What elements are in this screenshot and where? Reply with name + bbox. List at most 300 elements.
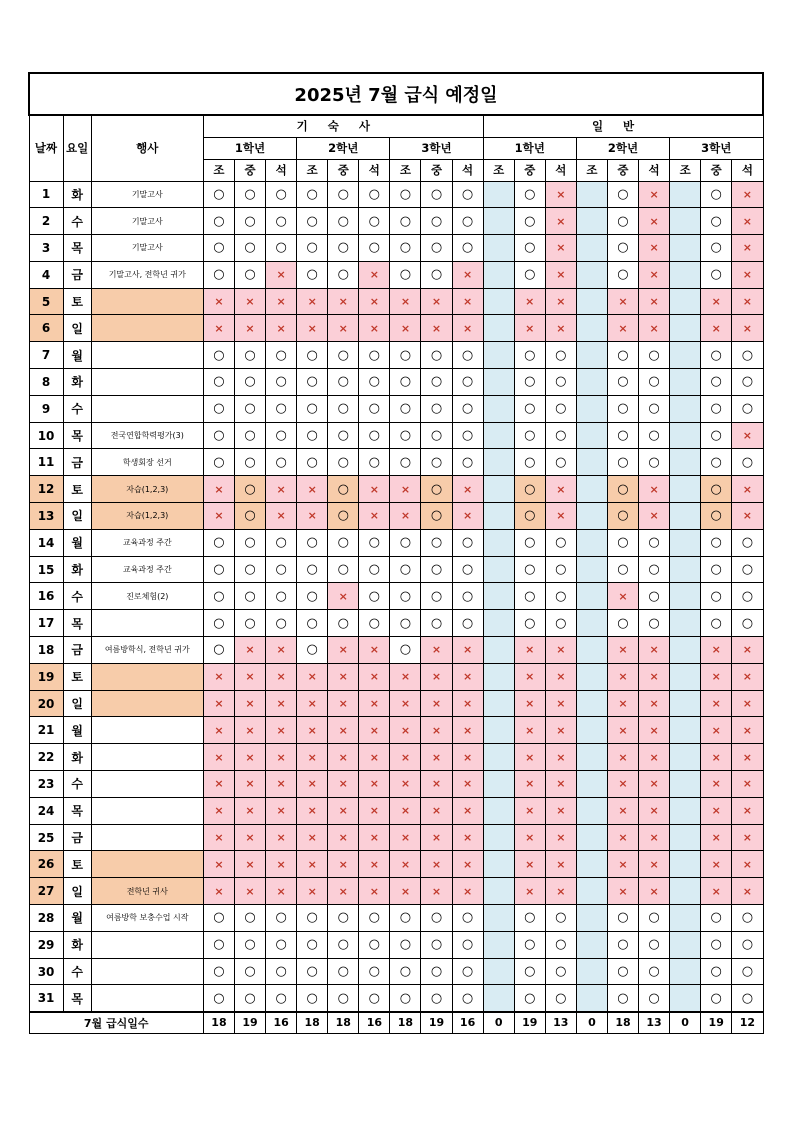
meal-cell: ○	[203, 208, 234, 235]
meal-cell: ×	[359, 690, 390, 717]
meal-cell: ×	[266, 771, 297, 798]
event-cell	[91, 771, 203, 798]
meal-cell: ○	[701, 529, 732, 556]
grade-header-general-1: 1학년	[483, 137, 576, 159]
event-cell	[91, 797, 203, 824]
meal-cell: ○	[607, 529, 638, 556]
meal-cell: ○	[390, 958, 421, 985]
meal-cell: ×	[732, 744, 763, 771]
meal-cell-empty	[483, 503, 514, 530]
meal-cell: ×	[701, 288, 732, 315]
meal-header: 조	[203, 159, 234, 181]
meal-header: 석	[266, 159, 297, 181]
day-cell: 16	[29, 583, 63, 610]
day-cell: 8	[29, 369, 63, 396]
meal-cell: ○	[514, 422, 545, 449]
meal-cell: ×	[266, 744, 297, 771]
meal-cell: ○	[297, 529, 328, 556]
meal-cell: ×	[701, 797, 732, 824]
meal-cell: ×	[421, 797, 452, 824]
meal-cell-empty	[483, 744, 514, 771]
table-row	[29, 985, 763, 1012]
meal-cell: ○	[514, 208, 545, 235]
meal-cell: ×	[266, 824, 297, 851]
meal-cell: ○	[235, 449, 266, 476]
day-cell: 22	[29, 744, 63, 771]
event-cell: 교육과정 주간	[91, 529, 203, 556]
meal-cell: ○	[545, 422, 576, 449]
table-row	[29, 342, 763, 369]
meal-cell: ○	[390, 985, 421, 1012]
meal-cell-empty	[670, 422, 701, 449]
meal-cell: ×	[203, 288, 234, 315]
meal-cell: ○	[328, 208, 359, 235]
meal-cell-empty	[576, 181, 607, 208]
table-row	[29, 395, 763, 422]
meal-cell: ×	[545, 181, 576, 208]
meal-header: 조	[390, 159, 421, 181]
meal-cell: ○	[514, 235, 545, 262]
meal-cell: ○	[701, 449, 732, 476]
weekday-cell: 월	[63, 905, 91, 932]
event-cell	[91, 931, 203, 958]
meal-cell-empty	[670, 824, 701, 851]
event-cell: 기말고사	[91, 235, 203, 262]
meal-cell: ○	[203, 905, 234, 932]
meal-header: 조	[576, 159, 607, 181]
meal-cell: ○	[297, 905, 328, 932]
table-row	[29, 369, 763, 396]
meal-cell: ×	[732, 637, 763, 664]
day-cell: 6	[29, 315, 63, 342]
meal-cell: ×	[701, 690, 732, 717]
meal-cell: ○	[390, 556, 421, 583]
table-row	[29, 315, 763, 342]
meal-cell: ○	[452, 529, 483, 556]
footer-label: 7월 급식일수	[29, 1012, 203, 1034]
meal-cell: ×	[732, 771, 763, 798]
meal-cell: ○	[421, 931, 452, 958]
meal-cell: ○	[607, 395, 638, 422]
meal-cell: ×	[359, 315, 390, 342]
meal-cell-empty	[670, 261, 701, 288]
meal-cell: ○	[235, 369, 266, 396]
meal-cell: ○	[545, 395, 576, 422]
meal-cell: ○	[514, 476, 545, 503]
table-row	[29, 181, 763, 208]
meal-cell: ○	[328, 985, 359, 1012]
meal-cell: ○	[732, 395, 763, 422]
meal-cell-empty	[670, 449, 701, 476]
meal-cell: ×	[266, 315, 297, 342]
meal-cell: ○	[359, 529, 390, 556]
meal-cell: ○	[701, 985, 732, 1012]
meal-cell: ×	[452, 637, 483, 664]
meal-cell-empty	[576, 905, 607, 932]
meal-cell: ○	[452, 583, 483, 610]
meal-cell: ×	[732, 261, 763, 288]
meal-cell: ○	[297, 261, 328, 288]
meal-cell: ×	[235, 878, 266, 905]
meal-cell: ○	[235, 235, 266, 262]
meal-cell: ×	[328, 583, 359, 610]
meal-cell-empty	[670, 235, 701, 262]
meal-cell: ×	[545, 637, 576, 664]
total-cell: 16	[359, 1012, 390, 1034]
meal-cell: ○	[235, 342, 266, 369]
table-row	[29, 824, 763, 851]
meal-cell: ○	[732, 342, 763, 369]
meal-cell: ○	[607, 905, 638, 932]
meal-cell: ○	[390, 931, 421, 958]
event-cell	[91, 851, 203, 878]
total-cell: 13	[639, 1012, 670, 1034]
meal-cell: ○	[421, 449, 452, 476]
meal-cell: ×	[203, 851, 234, 878]
table-row	[29, 422, 763, 449]
meal-cell: ×	[452, 717, 483, 744]
meal-cell-empty	[483, 878, 514, 905]
meal-cell: ○	[390, 235, 421, 262]
meal-cell: ○	[607, 449, 638, 476]
meal-cell-empty	[576, 476, 607, 503]
meal-cell: ×	[328, 797, 359, 824]
meal-header: 석	[452, 159, 483, 181]
meal-cell: ○	[390, 637, 421, 664]
meal-header: 석	[732, 159, 763, 181]
meal-header: 석	[639, 159, 670, 181]
meal-cell: ×	[390, 717, 421, 744]
grade-header-general-2: 2학년	[576, 137, 669, 159]
meal-cell-empty	[483, 824, 514, 851]
meal-cell-empty	[576, 235, 607, 262]
event-cell: 교육과정 주간	[91, 556, 203, 583]
meal-cell: ×	[607, 690, 638, 717]
meal-cell: ×	[359, 878, 390, 905]
table-row	[29, 663, 763, 690]
day-cell: 21	[29, 717, 63, 744]
meal-cell: ○	[297, 985, 328, 1012]
total-cell: 18	[607, 1012, 638, 1034]
event-cell	[91, 315, 203, 342]
meal-cell-empty	[670, 690, 701, 717]
meal-cell: ×	[390, 476, 421, 503]
meal-cell: ○	[328, 610, 359, 637]
meal-cell: ○	[203, 422, 234, 449]
meal-cell: ○	[359, 395, 390, 422]
meal-cell: ×	[732, 824, 763, 851]
day-cell: 4	[29, 261, 63, 288]
meal-cell-empty	[576, 261, 607, 288]
event-cell: 여름방학식, 전학년 귀가	[91, 637, 203, 664]
meal-cell: ○	[421, 208, 452, 235]
meal-cell: ○	[545, 369, 576, 396]
meal-cell: ○	[452, 449, 483, 476]
table-row	[29, 583, 763, 610]
meal-cell: ○	[639, 931, 670, 958]
table-row	[29, 637, 763, 664]
meal-cell: ×	[421, 878, 452, 905]
meal-cell: ○	[390, 449, 421, 476]
meal-cell: ○	[607, 958, 638, 985]
meal-cell: ○	[545, 583, 576, 610]
meal-cell-empty	[483, 797, 514, 824]
meal-cell: ×	[701, 851, 732, 878]
meal-cell: ×	[266, 288, 297, 315]
meal-cell: ×	[359, 771, 390, 798]
meal-cell: ○	[328, 905, 359, 932]
meal-cell: ○	[297, 342, 328, 369]
event-cell	[91, 369, 203, 396]
meal-cell: ×	[203, 717, 234, 744]
weekday-cell: 수	[63, 583, 91, 610]
meal-cell: ×	[607, 878, 638, 905]
meal-cell: ○	[639, 369, 670, 396]
day-cell: 13	[29, 503, 63, 530]
meal-cell: ○	[639, 583, 670, 610]
meal-cell: ○	[297, 422, 328, 449]
meal-cell: ○	[545, 449, 576, 476]
meal-cell: ×	[452, 797, 483, 824]
grade-header-general-3: 3학년	[670, 137, 763, 159]
table-row	[29, 797, 763, 824]
meal-cell: ○	[514, 529, 545, 556]
meal-cell: ○	[701, 342, 732, 369]
meal-cell: ○	[203, 529, 234, 556]
weekday-cell: 화	[63, 931, 91, 958]
meal-cell: ○	[203, 342, 234, 369]
meal-cell: ○	[359, 235, 390, 262]
meal-cell: ×	[639, 824, 670, 851]
meal-cell-empty	[576, 342, 607, 369]
meal-cell-empty	[576, 529, 607, 556]
meal-cell: ×	[514, 878, 545, 905]
meal-cell: ×	[514, 717, 545, 744]
meal-cell: ○	[545, 610, 576, 637]
meal-cell: ×	[732, 851, 763, 878]
meal-cell: ×	[235, 717, 266, 744]
meal-cell: ×	[297, 878, 328, 905]
meal-cell-empty	[670, 369, 701, 396]
meal-cell: ×	[390, 503, 421, 530]
meal-cell-empty	[670, 851, 701, 878]
meal-cell: ○	[514, 931, 545, 958]
meal-cell: ×	[328, 315, 359, 342]
meal-cell: ×	[607, 583, 638, 610]
meal-header: 중	[235, 159, 266, 181]
meal-cell-empty	[576, 556, 607, 583]
meal-cell-empty	[670, 315, 701, 342]
meal-cell: ×	[639, 208, 670, 235]
meal-cell: ○	[421, 235, 452, 262]
event-cell: 자습(1,2,3)	[91, 476, 203, 503]
meal-cell: ○	[328, 476, 359, 503]
meal-cell: ×	[203, 503, 234, 530]
meal-cell-empty	[483, 261, 514, 288]
meal-cell: ×	[297, 851, 328, 878]
event-cell: 기말고사	[91, 181, 203, 208]
meal-cell: ○	[359, 958, 390, 985]
weekday-cell: 수	[63, 395, 91, 422]
meal-cell-empty	[483, 905, 514, 932]
meal-cell: ○	[235, 931, 266, 958]
meal-cell-empty	[483, 208, 514, 235]
meal-cell: ○	[328, 503, 359, 530]
meal-cell-empty	[576, 583, 607, 610]
table-row	[29, 744, 763, 771]
meal-cell: ×	[297, 717, 328, 744]
weekday-cell: 수	[63, 958, 91, 985]
meal-cell: ○	[701, 235, 732, 262]
meal-cell-empty	[670, 529, 701, 556]
meal-cell-empty	[576, 690, 607, 717]
day-cell: 15	[29, 556, 63, 583]
meal-cell: ○	[545, 342, 576, 369]
meal-cell: ×	[732, 717, 763, 744]
meal-cell: ×	[328, 878, 359, 905]
table-row	[29, 690, 763, 717]
total-cell: 16	[452, 1012, 483, 1034]
meal-cell: ○	[639, 905, 670, 932]
meal-cell: ○	[452, 556, 483, 583]
meal-cell: ○	[732, 369, 763, 396]
meal-cell: ○	[732, 931, 763, 958]
meal-cell: ○	[452, 422, 483, 449]
meal-cell: ○	[639, 556, 670, 583]
meal-cell: ○	[328, 261, 359, 288]
weekday-cell: 월	[63, 342, 91, 369]
meal-cell: ×	[607, 744, 638, 771]
meal-cell: ○	[266, 958, 297, 985]
meal-cell: ×	[514, 315, 545, 342]
event-cell: 학생회장 선거	[91, 449, 203, 476]
meal-cell: ×	[390, 878, 421, 905]
meal-cell: ○	[328, 931, 359, 958]
meal-cell-empty	[576, 369, 607, 396]
meal-cell: ○	[328, 958, 359, 985]
meal-cell: ○	[235, 476, 266, 503]
total-cell: 0	[576, 1012, 607, 1034]
meal-cell: ○	[607, 422, 638, 449]
meal-cell: ○	[701, 395, 732, 422]
meal-cell: ×	[266, 663, 297, 690]
meal-cell: ×	[732, 663, 763, 690]
meal-cell: ○	[421, 369, 452, 396]
meal-cell: ×	[452, 663, 483, 690]
meal-cell: ○	[452, 905, 483, 932]
meal-schedule-table	[28, 72, 764, 1034]
meal-cell: ×	[203, 690, 234, 717]
meal-cell: ×	[421, 744, 452, 771]
meal-cell-empty	[670, 288, 701, 315]
event-cell: 진로체험(2)	[91, 583, 203, 610]
meal-cell-empty	[670, 717, 701, 744]
meal-cell-empty	[483, 235, 514, 262]
table-row	[29, 931, 763, 958]
meal-cell: ○	[235, 181, 266, 208]
total-cell: 0	[670, 1012, 701, 1034]
meal-cell-empty	[483, 958, 514, 985]
meal-cell: ×	[452, 476, 483, 503]
meal-cell-empty	[576, 610, 607, 637]
meal-cell: ○	[701, 181, 732, 208]
meal-cell: ×	[545, 690, 576, 717]
meal-cell-empty	[483, 931, 514, 958]
day-cell: 27	[29, 878, 63, 905]
day-cell: 18	[29, 637, 63, 664]
meal-cell-empty	[670, 985, 701, 1012]
meal-cell: ○	[607, 369, 638, 396]
meal-cell: ×	[514, 824, 545, 851]
meal-cell: ×	[297, 824, 328, 851]
weekday-cell: 수	[63, 771, 91, 798]
meal-cell: ×	[732, 797, 763, 824]
meal-cell-empty	[576, 958, 607, 985]
meal-cell: ○	[203, 931, 234, 958]
meal-cell: ×	[359, 851, 390, 878]
day-cell: 24	[29, 797, 63, 824]
meal-cell: ○	[701, 503, 732, 530]
meal-cell: ○	[701, 583, 732, 610]
meal-cell: ×	[390, 690, 421, 717]
meal-cell-empty	[576, 315, 607, 342]
day-cell: 31	[29, 985, 63, 1012]
meal-cell: ○	[421, 503, 452, 530]
meal-cell: ○	[514, 369, 545, 396]
table-row	[29, 610, 763, 637]
weekday-cell: 금	[63, 824, 91, 851]
weekday-cell: 목	[63, 422, 91, 449]
meal-cell: ○	[203, 395, 234, 422]
page-title: 2025년 7월 급식 예정일	[29, 73, 763, 115]
meal-cell: ×	[452, 744, 483, 771]
meal-cell: ○	[235, 422, 266, 449]
meal-cell: ○	[452, 395, 483, 422]
event-cell: 전국연합학력평가(3)	[91, 422, 203, 449]
meal-cell-empty	[670, 931, 701, 958]
meal-cell-empty	[576, 744, 607, 771]
day-cell: 19	[29, 663, 63, 690]
meal-cell: ○	[297, 610, 328, 637]
meal-cell: ○	[390, 610, 421, 637]
meal-cell: ○	[514, 556, 545, 583]
day-cell: 28	[29, 905, 63, 932]
meal-cell: ×	[390, 851, 421, 878]
meal-cell: ×	[297, 663, 328, 690]
meal-cell: ○	[514, 181, 545, 208]
meal-cell: ×	[514, 288, 545, 315]
footer-row	[29, 1012, 763, 1034]
meal-cell-empty	[576, 449, 607, 476]
meal-cell: ×	[545, 771, 576, 798]
table-row	[29, 503, 763, 530]
meal-cell: ○	[359, 610, 390, 637]
meal-cell: ×	[545, 261, 576, 288]
table-row	[29, 476, 763, 503]
meal-cell: ×	[235, 851, 266, 878]
weekday-cell: 토	[63, 663, 91, 690]
meal-cell: ○	[639, 342, 670, 369]
event-cell	[91, 690, 203, 717]
meal-cell: ○	[359, 422, 390, 449]
meal-cell: ○	[266, 181, 297, 208]
meal-cell: ×	[390, 315, 421, 342]
meal-cell: ×	[452, 503, 483, 530]
meal-cell: ○	[639, 610, 670, 637]
meal-cell: ○	[421, 556, 452, 583]
meal-cell: ×	[297, 797, 328, 824]
meal-cell: ×	[607, 637, 638, 664]
